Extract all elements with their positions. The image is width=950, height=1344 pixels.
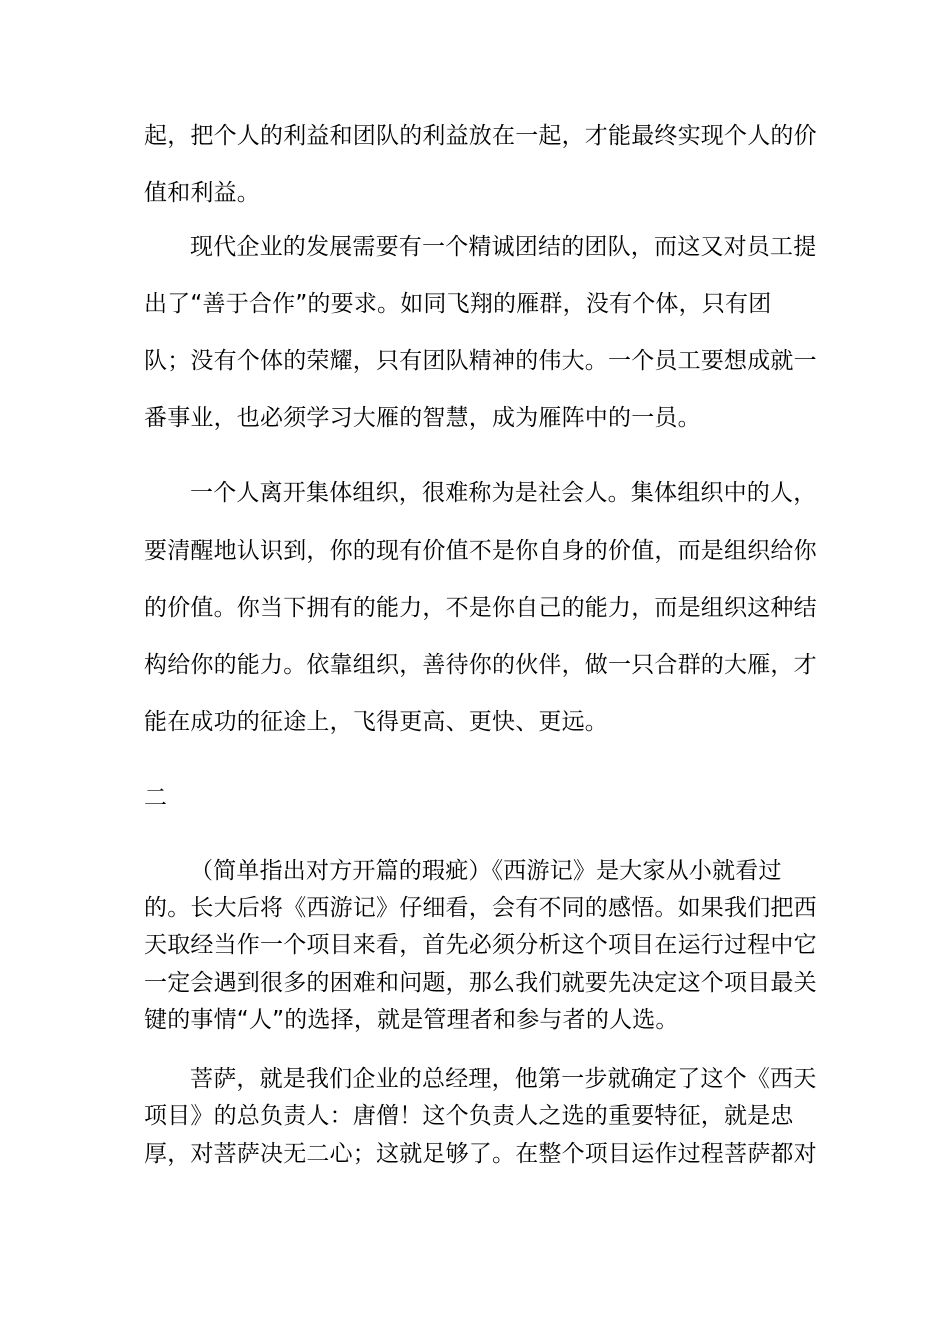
text-line: 起，把个人的利益和团队的利益放在一起，才能最终实现个人的价 bbox=[144, 123, 817, 149]
text-line: 天取经当作一个项目来看，首先必须分析这个项目在运行过程中它 bbox=[144, 932, 817, 958]
text-line: 一定会遇到很多的困难和问题，那么我们就要先决定这个项目最关 bbox=[144, 970, 817, 996]
text-line: 项目》的总负责人：唐僧！这个负责人之选的重要特征，就是忠 bbox=[144, 1103, 794, 1129]
paragraph-first-line: 一个人离开集体组织，很难称为是社会人。集体组织中的人， bbox=[190, 480, 817, 506]
text-line: 值和利益。 bbox=[144, 180, 260, 206]
text-line: 键的事情“人”的选择，就是管理者和参与者的人选。 bbox=[144, 1007, 679, 1033]
text-line: 番事业，也必须学习大雁的智慧，成为雁阵中的一员。 bbox=[144, 405, 701, 431]
text-line: 厚，对菩萨决无二心；这就足够了。在整个项目运作过程菩萨都对 bbox=[144, 1141, 817, 1167]
text-line: 队；没有个体的荣耀，只有团队精神的伟大。一个员工要想成就一 bbox=[144, 348, 817, 374]
section-heading: 二 bbox=[144, 785, 168, 811]
text-line: 要清醒地认识到，你的现有价值不是你自身的价值，而是组织给你 bbox=[144, 538, 817, 564]
paragraph-first-line: （简单指出对方开篇的瑕疵）《西游记》是大家从小就看过 bbox=[190, 858, 782, 884]
text-line: 的价值。你当下拥有的能力，不是你自己的能力，而是组织这种结 bbox=[144, 595, 817, 621]
text-line: 的。长大后将《西游记》仔细看，会有不同的感悟。如果我们把西 bbox=[144, 895, 817, 921]
paragraph-first-line: 现代企业的发展需要有一个精诚团结的团队，而这又对员工提 bbox=[190, 234, 817, 260]
text-line: 出了“善于合作”的要求。如同飞翔的雁群，没有个体，只有团 bbox=[144, 291, 772, 317]
paragraph-first-line: 菩萨，就是我们企业的总经理，他第一步就确定了这个《西天 bbox=[190, 1066, 817, 1092]
text-line: 能在成功的征途上，飞得更高、更快、更远。 bbox=[144, 709, 608, 735]
text-line: 构给你的能力。依靠组织，善待你的伙伴，做一只合群的大雁，才 bbox=[144, 652, 817, 678]
